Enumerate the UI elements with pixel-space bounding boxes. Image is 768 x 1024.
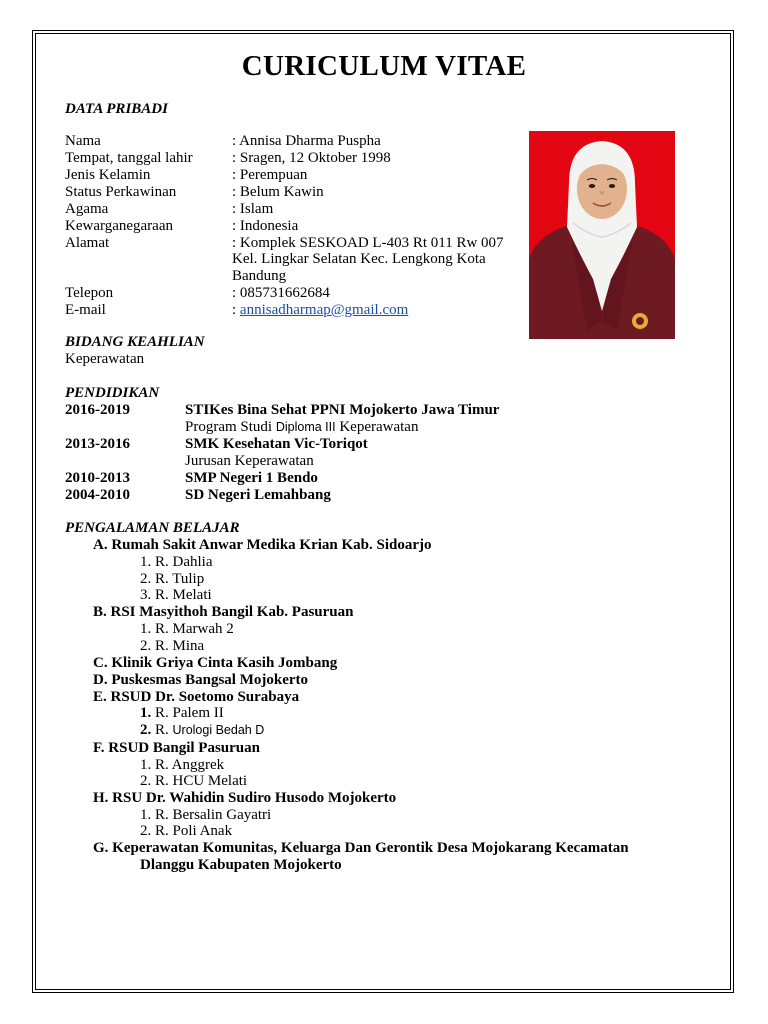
label-marital: Status Perkawinan <box>65 184 177 200</box>
experience-place: F. RSUD Bangil Pasuruan <box>93 740 260 756</box>
experience-room: 2. R. Urologi Bedah D <box>140 722 265 738</box>
value-address-line3: Bandung <box>232 268 287 284</box>
edu-detail: Jurusan Keperawatan <box>185 453 314 469</box>
edu-school: SMP Negeri 1 Bendo <box>185 470 318 486</box>
experience-room: 2. R. Tulip <box>140 571 205 587</box>
experience-place: C. Klinik Griya Cinta Kasih Jombang <box>93 655 338 671</box>
edu-school: SD Negeri Lemahbang <box>185 487 331 503</box>
email-colon: : <box>232 302 237 318</box>
value-ttl: : Sragen, 12 Oktober 1998 <box>232 150 391 166</box>
experience-place: B. RSI Masyithoh Bangil Kab. Pasuruan <box>93 604 354 620</box>
value-gender: : Perempuan <box>232 167 308 183</box>
label-email: E-mail <box>65 302 106 318</box>
section-heading-expertise: BIDANG KEAHLIAN <box>65 334 205 350</box>
edu-years: 2013-2016 <box>65 436 130 452</box>
experience-room: 1. R. Marwah 2 <box>140 621 234 637</box>
value-citizenship: : Indonesia <box>232 218 299 234</box>
label-address: Alamat <box>65 235 110 251</box>
label-ttl: Tempat, tanggal lahir <box>65 150 193 166</box>
profile-photo <box>529 131 675 339</box>
edu-years: 2004-2010 <box>65 487 130 503</box>
value-address-line2: Kel. Lingkar Selatan Kec. Lengkong Kota <box>232 251 486 267</box>
value-marital: : Belum Kawin <box>232 184 324 200</box>
experience-room: 2. R. Poli Anak <box>140 823 233 839</box>
experience-room: 2. R. Mina <box>140 638 205 654</box>
value-religion: : Islam <box>232 201 274 217</box>
section-heading-education: PENDIDIKAN <box>65 385 160 401</box>
experience-place: A. Rumah Sakit Anwar Medika Krian Kab. Sidoarjo <box>93 537 432 553</box>
value-nama: : Annisa Dharma Puspha <box>232 133 381 149</box>
label-gender: Jenis Kelamin <box>65 167 151 183</box>
experience-place: E. RSUD Dr. Soetomo Surabaya <box>93 689 300 705</box>
section-heading-experience: PENGALAMAN BELAJAR <box>65 520 240 536</box>
value-address: : Komplek SESKOAD L-403 Rt 011 Rw 007 <box>232 235 504 251</box>
value-phone: : 085731662684 <box>232 285 330 301</box>
edu-detail: Program Studi Diploma III Keperawatan <box>185 419 419 435</box>
email-link[interactable]: annisadharmap@gmail.com <box>239 302 409 318</box>
experience-room: 1. R. Anggrek <box>140 757 225 773</box>
experience-place: H. RSU Dr. Wahidin Sudiro Husodo Mojokerto <box>93 790 397 806</box>
label-nama: Nama <box>65 133 101 149</box>
section-heading-personal: DATA PRIBADI <box>65 101 168 117</box>
experience-place: D. Puskesmas Bangsal Mojokerto <box>93 672 309 688</box>
experience-place-continued: Dlanggu Kabupaten Mojokerto <box>140 857 342 873</box>
value-email-row <box>232 302 408 319</box>
label-citizenship: Kewarganegaraan <box>65 218 173 234</box>
edu-school: STIKes Bina Sehat PPNI Mojokerto Jawa Timur <box>185 402 500 418</box>
label-religion: Agama <box>65 201 109 217</box>
edu-years: 2010-2013 <box>65 470 130 486</box>
label-phone: Telepon <box>65 285 114 301</box>
experience-room: 1. R. Bersalin Gayatri <box>140 807 272 823</box>
document-title: CURICULUM VITAE <box>241 50 527 82</box>
edu-years: 2016-2019 <box>65 402 130 418</box>
expertise-value: Keperawatan <box>65 351 145 367</box>
experience-room: 2. R. HCU Melati <box>140 773 248 789</box>
experience-room: 1. R. Dahlia <box>140 554 213 570</box>
experience-room: 3. R. Melati <box>140 587 212 603</box>
edu-school: SMK Kesehatan Vic-Toriqot <box>185 436 368 452</box>
experience-place: G. Keperawatan Komunitas, Keluarga Dan Gerontik Desa Mojokarang Kecamatan <box>93 840 629 856</box>
experience-room: 1. R. Palem II <box>140 705 224 721</box>
